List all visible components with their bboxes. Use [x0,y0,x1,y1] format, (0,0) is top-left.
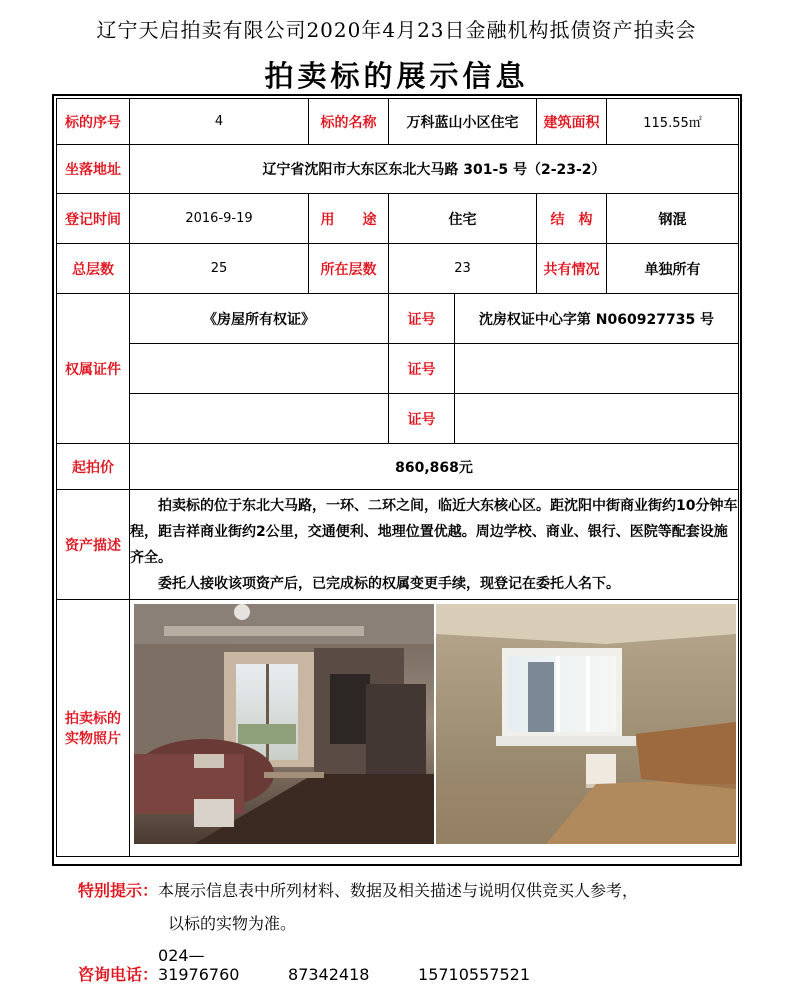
cert1-no-label: 证号 [389,294,455,344]
table-row [57,244,739,294]
description-text [130,490,739,600]
phone-1: 024—31976760 [158,946,240,984]
usage-label: 用 途 [309,194,389,244]
phone-3: 15710557521 [418,965,530,984]
notice-line-2: 以标的实物为准。 [168,914,297,933]
photos-container [130,600,738,856]
photos-cell [130,600,739,857]
description-para-2: 委托人接收该项资产后，已完成标的权属变更手续，现登记在委托人名下。 [158,575,620,592]
table-row [57,145,739,194]
cert2-no-value [455,344,739,394]
cert3-no-label: 证号 [389,394,455,444]
page-title: 拍卖标的展示信息 [264,59,529,93]
lot-no-label: 标的序号 [57,99,130,145]
photos-label-line-2: 实物照片 [65,731,121,747]
special-notice [78,878,638,901]
table-row [57,394,739,444]
table-row [57,344,739,394]
cert2-no-label: 证号 [389,344,455,394]
floor-area-label: 建筑面积 [537,99,607,145]
reg-time-value: 2016-9-19 [130,194,309,244]
table-row [57,99,739,145]
ownership-label: 权属证件 [57,294,130,444]
lot-name-label: 标的名称 [309,99,389,145]
phone-2: 87342418 [288,965,370,984]
notice-line-1: 本展示信息表中所列材料、数据及相关描述与说明仅供竞买人参考， [158,881,639,900]
notice-label: 特别提示： [78,881,159,900]
photos-label-line-1: 拍卖标的 [65,711,121,727]
table-row [57,444,739,490]
table-row [57,194,739,244]
cert2-name [130,344,389,394]
lot-no-value: 4 [130,99,309,145]
structure-label: 结 构 [537,194,607,244]
contact-phones [78,946,530,985]
table-row [57,490,739,600]
total-floors-label: 总层数 [57,244,130,294]
bedroom-photo [436,604,736,844]
living-room-photo [134,604,434,844]
reg-time-label: 登记时间 [57,194,130,244]
start-price-value: 860,868元 [130,444,739,490]
usage-value: 住宅 [389,194,537,244]
address-value: 辽宁省沈阳市大东区东北大马路 301-5 号（2-23-2） [130,145,739,194]
share-value: 单独所有 [607,244,739,294]
phone-label: 咨询电话： [78,965,159,984]
floor-area-value: 115.55㎡ [607,99,739,145]
floor-value: 23 [389,244,537,294]
cert3-no-value [455,394,739,444]
table-row [57,600,739,857]
description-label: 资产描述 [57,490,130,600]
lot-name-value: 万科蓝山小区住宅 [389,99,537,145]
lot-info-table [56,98,739,857]
cert3-name [130,394,389,444]
table-row [57,294,739,344]
total-floors-value: 25 [130,244,309,294]
description-para-1: 拍卖标的位于东北大马路，一环、二环之间，临近大东核心区。距沈阳中街商业街约10分钟车程，距吉祥商业街约2公里，交通便利、地理位置优越。周边学校、商业、银行、医院等配套设施齐全。 [130,497,738,566]
start-price-label: 起拍价 [57,444,130,490]
cert1-no-value: 沈房权证中心字第 N060927735 号 [455,294,739,344]
auction-header-title: 辽宁天启拍卖有限公司2020年4月23日金融机构抵债资产拍卖会 [96,18,697,42]
share-label: 共有情况 [537,244,607,294]
photos-label [57,600,130,857]
cert1-name: 《房屋所有权证》 [130,294,389,344]
structure-value: 钢混 [607,194,739,244]
address-label: 坐落地址 [57,145,130,194]
floor-label: 所在层数 [309,244,389,294]
